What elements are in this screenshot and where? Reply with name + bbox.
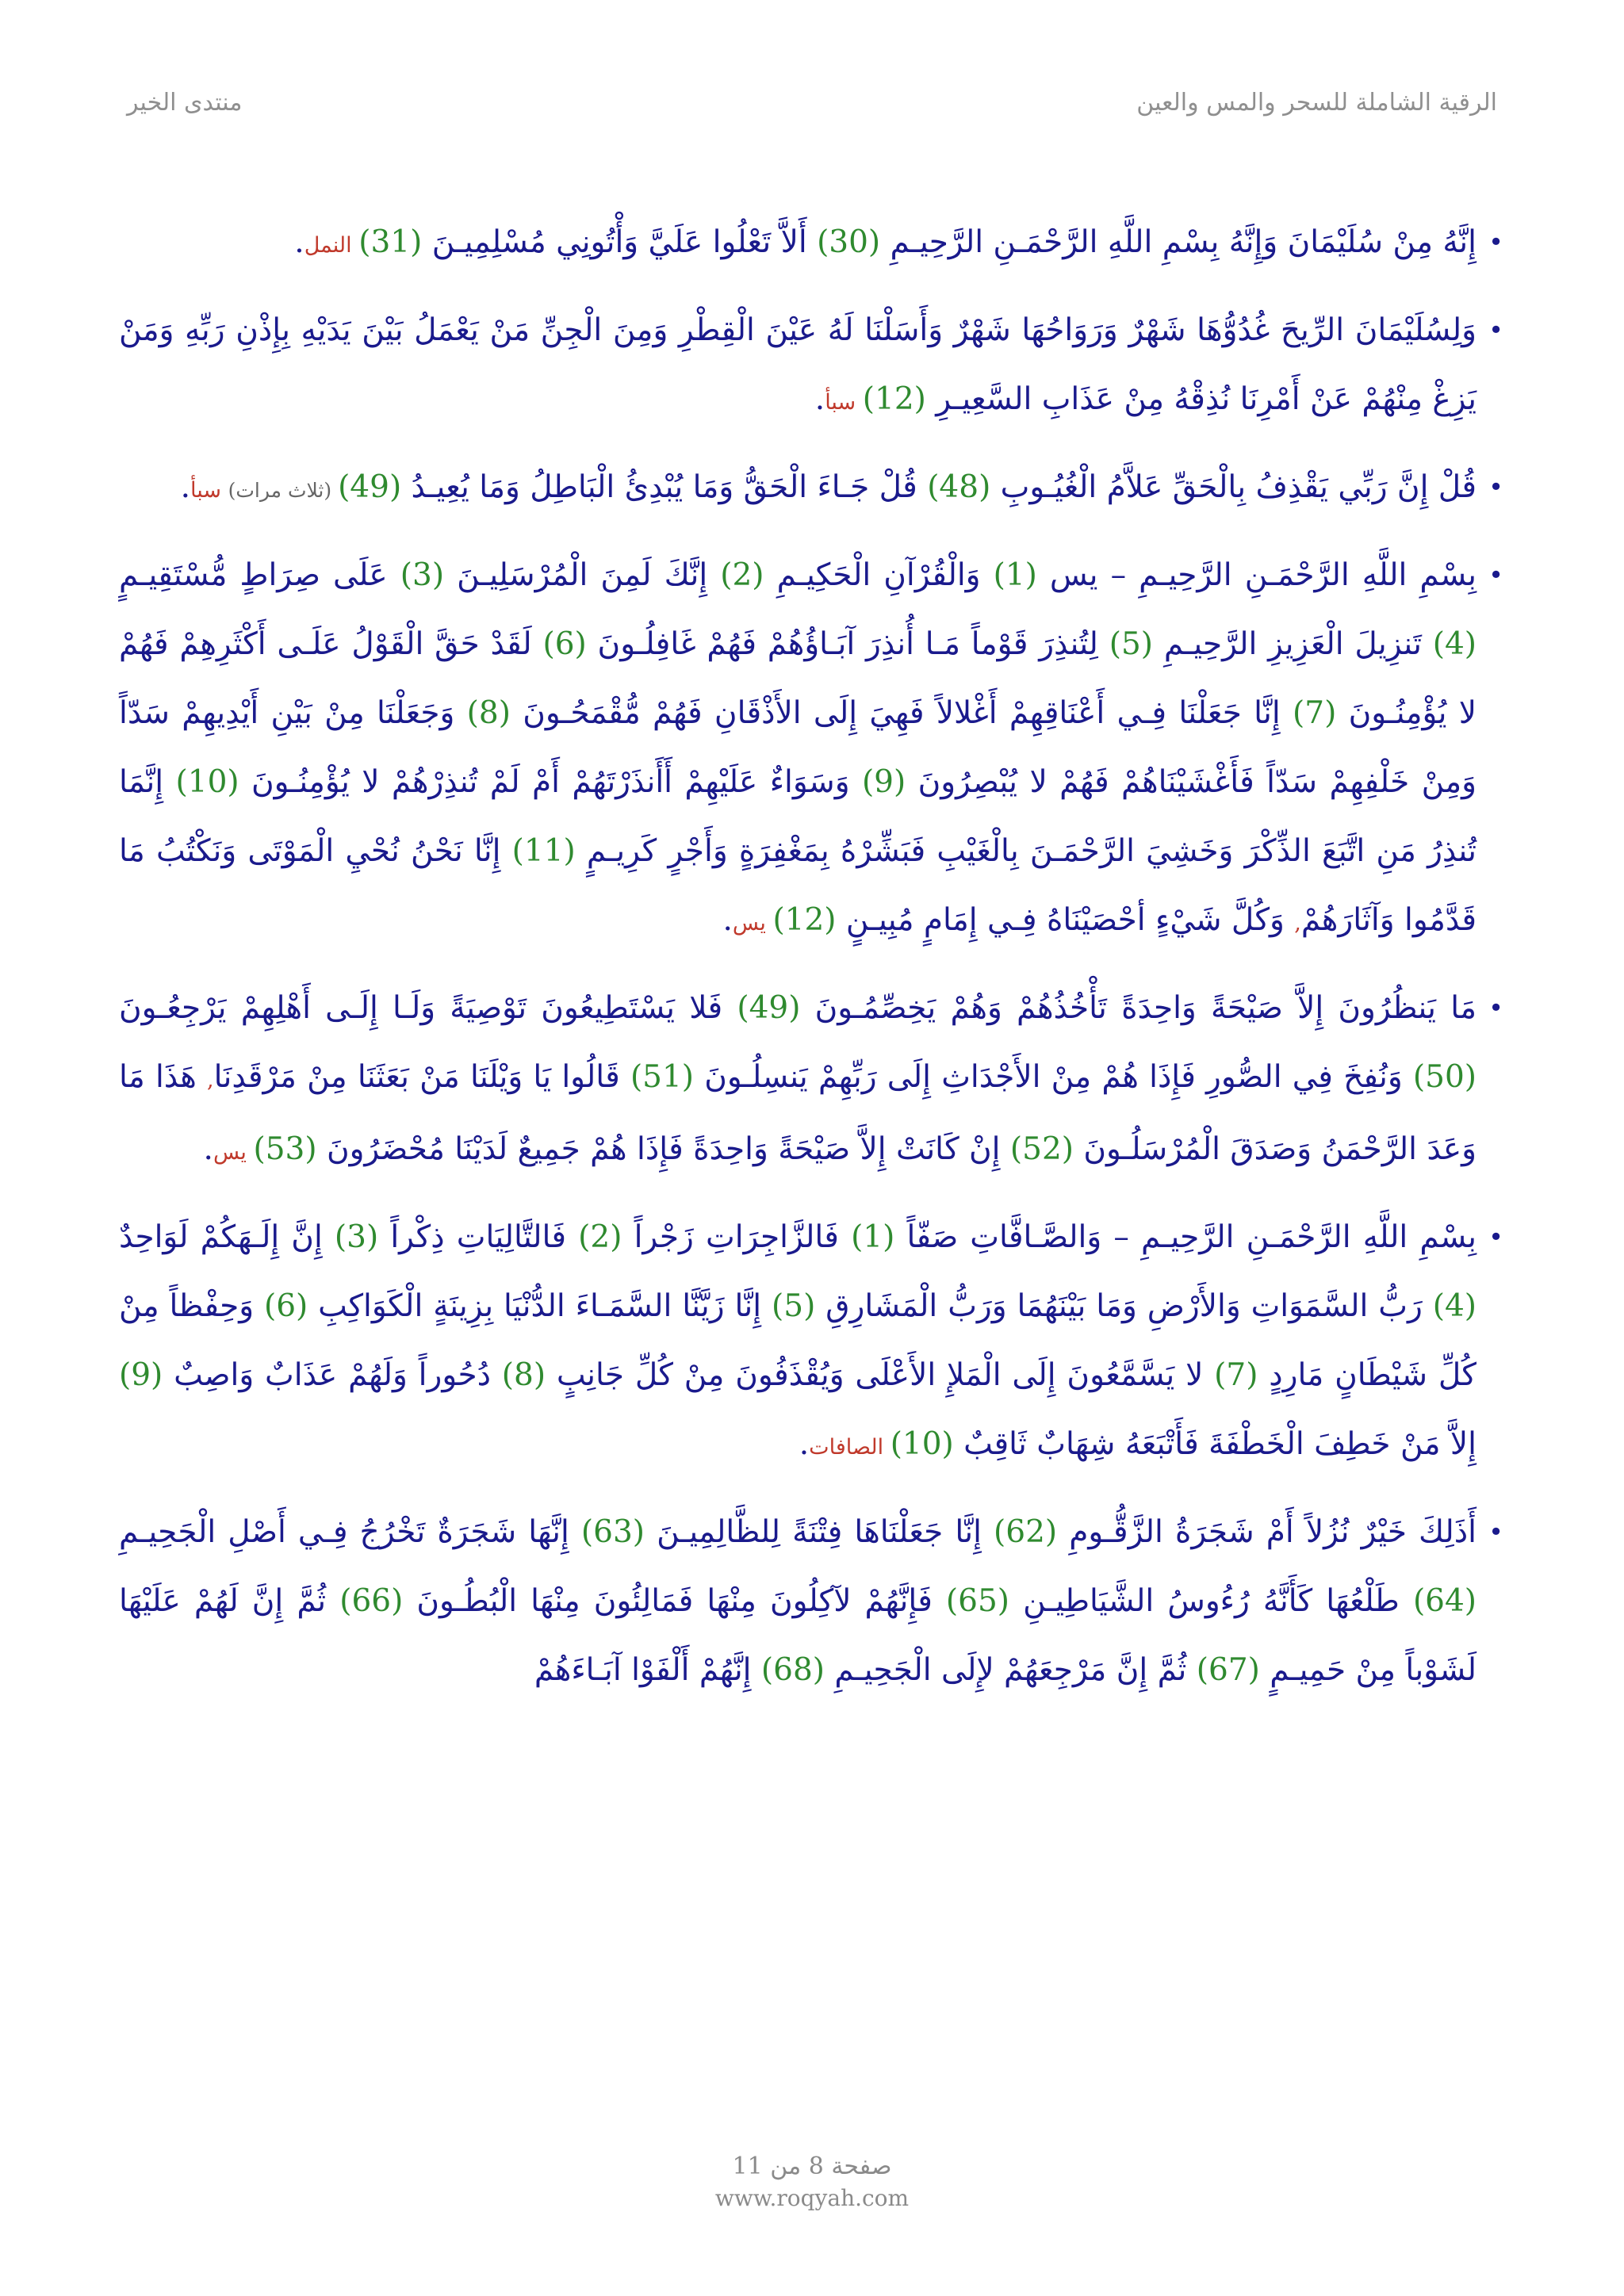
- verse-text: قَالُوا يَا وَيْلَنَا مَنْ بَعَثَنَا مِنْ مَرْقَدِنَا: [213, 1059, 630, 1095]
- verse-text: إِنَّا زَيَّنَّا السَّمَـاءَ الدُّنْيَا بِزِينَةٍ الْكَوَاكِبِ: [308, 1288, 772, 1324]
- bullet-icon: •: [1488, 472, 1503, 502]
- verse-text: ثُمَّ إِنَّ مَرْجِعَهُمْ لإِلَى الْجَحِيـمِ: [825, 1652, 1197, 1688]
- surah-name: ,: [207, 1068, 214, 1093]
- punctuation: .: [814, 381, 825, 417]
- verse-number: (65): [945, 1583, 1009, 1619]
- verse-number: (1): [993, 557, 1037, 593]
- surah-name: سبأ: [825, 390, 863, 415]
- verse-number: (64): [1412, 1583, 1477, 1619]
- verse-number: (62): [994, 1514, 1058, 1550]
- verse-number: (2): [578, 1219, 622, 1255]
- verse-text: قُلْ جَـاءَ الْحَقُّ وَمَا يُبْدِئُ الْبَاطِلُ وَمَا يُعِيـدُ: [401, 469, 928, 505]
- verse-text: إِنَّا نَحْنُ نُحْيِ الْمَوْتَى وَنَكْتُبُ مَا قَدَّمُوا وَآثَارَهُمْ: [119, 833, 1477, 938]
- page-footer: [0, 2151, 1624, 2214]
- verse-number: (66): [339, 1583, 404, 1619]
- page-number: صفحة 8 من 11: [732, 2152, 892, 2180]
- verse-text: بِسْمِ اللَّهِ الرَّحْمَـنِ الرَّحِيـمِ – يس: [1036, 557, 1477, 593]
- verse-text: لا يَسَّمَّعُونَ إِلَى الْمَلإِ الأَعْلَى وَيُقْذَفُونَ مِنْ كُلِّ جَانِبٍ: [546, 1357, 1215, 1393]
- verse-text: وَنُفِخَ فِي الصُّورِ فَإِذَا هُمْ مِنْ الأَجْدَاثِ إِلَى رَبِّهِمْ يَنسِلُـونَ: [694, 1059, 1413, 1095]
- verse-number: (4): [1432, 626, 1477, 662]
- verse-text: إِنَّهُ مِنْ سُلَيْمَانَ وَإِنَّهُ بِسْمِ اللَّهِ الرَّحْمَـنِ الرَّحِيـمِ: [880, 224, 1477, 260]
- surah-name: يس: [213, 1140, 254, 1165]
- verse-number: (63): [580, 1514, 645, 1550]
- bullet-icon: •: [1488, 227, 1503, 257]
- verse-number: (3): [334, 1219, 379, 1255]
- verse-number: (7): [1214, 1357, 1258, 1393]
- document-title: الرقية الشاملة للسحر والمس والعين: [1136, 89, 1497, 117]
- verse-number: (52): [1009, 1131, 1074, 1167]
- verse-text: إِنَّا جَعَلْنَا فِـي أَعْنَاقِهِمْ أَغْلالاً فَهِيَ إِلَى الأَذْقَانِ فَهُمْ مُّقْمَحُـونَ: [510, 695, 1293, 731]
- verse-text: إِنَّهُمْ أَلْفَوْا آبَـاءَهُمْ: [534, 1652, 761, 1688]
- bullet-icon: •: [1488, 560, 1503, 590]
- verse-text: وَكُلَّ شَيْءٍ أحْصَيْنَاهُ فِـي إِمَامٍ مُبِيـنٍ: [836, 902, 1295, 938]
- verse-number: (48): [927, 469, 991, 505]
- surah-name: النمل: [304, 233, 359, 258]
- verse-number: (10): [175, 764, 239, 800]
- verse-text: بِسْمِ اللَّهِ الرَّحْمَـنِ الرَّحِيـمِ – وَالصَّـافَّاتِ صَفّاً: [894, 1219, 1477, 1255]
- verse-number: (2): [720, 557, 764, 593]
- punctuation: .: [722, 902, 733, 938]
- verse-number: (5): [1109, 626, 1154, 662]
- verse-number: (12): [772, 902, 837, 938]
- verse-text: وَلِسُلَيْمَانَ الرِّيحَ غُدُوُّهَا شَهْرٌ وَرَوَاحُهَا شَهْرٌ وَأَسَلْنَا لَهُ عَيْنَ الْقِطْرِ وَمِنَ الْجِنِّ مَنْ يَعْمَلُ بَيْنَ يَدَيْهِ بِإِذْنِ رَبِّهِ وَمَنْ يَزِغْ مِنْهُمْ عَنْ أَمْرِنَا نُذِقْهُ مِنْ عَذَابِ السَّعِيـرِ: [119, 312, 1477, 417]
- verse-paragraph: [119, 453, 1503, 525]
- website-url: www.roqyah.com: [714, 2185, 910, 2211]
- surah-name: سبأ: [190, 478, 228, 503]
- verse-text: دُحُوراً وَلَهُمْ عَذَابٌ وَاصِبٌ: [163, 1357, 502, 1393]
- verse-number: (5): [772, 1288, 816, 1324]
- verse-paragraph: [119, 296, 1503, 437]
- verse-text: فَالزَّاجِرَاتِ زَجْراً: [622, 1219, 852, 1255]
- verse-text: فَالتَّالِيَاتِ ذِكْراً: [378, 1219, 579, 1255]
- bullet-icon: •: [1488, 1517, 1503, 1547]
- verse-text: رَبُّ السَّمَوَاتِ وَالأَرْضِ وَمَا بَيْنَهُمَا وَرَبُّ الْمَشَارِقِ: [815, 1288, 1433, 1324]
- verse-text: وَجَعَلْنَا مِنْ بَيْنِ أَيْدِيهِمْ سَدّاً وَمِنْ خَلْفِهِمْ سَدّاً فَأَغْشَيْنَاهُمْ فَهُمْ لا يُبْصِرُونَ: [119, 695, 1477, 800]
- verse-paragraph: [119, 974, 1503, 1187]
- verse-text: وَالْقُرْآنِ الْحَكِيـمِ: [764, 557, 994, 593]
- verse-number: (49): [338, 469, 402, 505]
- verse-text: فَإِنَّهُمْ لآكِلُونَ مِنْهَا فَمَالِئُونَ مِنْهَا الْبُطُـونَ: [403, 1583, 946, 1619]
- verse-paragraph: [119, 1203, 1503, 1482]
- surah-name: ,: [1294, 911, 1301, 936]
- verse-text: عَلَى صِرَاطٍ مُّسْتَقِيـمٍ: [119, 557, 400, 593]
- verse-text: إِنْ كَانَتْ إِلاَّ صَيْحَةً وَاحِدَةً فَإِذَا هُمْ جَمِيعٌ لَدَيْنَا مُحْضَرُونَ: [316, 1131, 1010, 1167]
- verse-number: (11): [511, 833, 576, 869]
- verse-text: ثُمَّ إِنَّ لَهُمْ عَلَيْهَا لَشَوْباً مِنْ حَمِيـمٍ: [119, 1583, 1477, 1688]
- verse-text: إِنَّهَا شَجَرَةٌ تَخْرُجُ فِـي أَصْلِ الْجَحِيـمِ: [119, 1514, 581, 1550]
- verse-paragraph: [119, 208, 1503, 280]
- verse-number: (31): [358, 224, 423, 260]
- bullet-icon: •: [1488, 315, 1503, 345]
- verse-text: وَحِفْظاً مِنْ كُلِّ شَيْطَانٍ مَارِدٍ: [119, 1288, 1477, 1393]
- verse-number: (50): [1412, 1059, 1477, 1095]
- bullet-icon: •: [1488, 1222, 1503, 1252]
- verse-text: إِنَّ إِلَـهَكُمْ لَوَاحِدٌ: [119, 1219, 335, 1255]
- verse-number: (6): [542, 626, 587, 662]
- punctuation: .: [180, 469, 190, 505]
- verse-number: (8): [501, 1357, 546, 1393]
- punctuation: .: [294, 224, 304, 260]
- verse-text: إِلاَّ مَنْ خَطِفَ الْخَطْفَةَ فَأَتْبَعَهُ شِهَابٌ ثَاقِبٌ: [953, 1426, 1477, 1462]
- verse-paragraph: [119, 541, 1503, 958]
- verse-text: أَلاَّ تَعْلُوا عَلَيَّ وَأْتُونِي مُسْلِمِيـنَ: [422, 224, 818, 260]
- verse-number: (9): [119, 1357, 163, 1393]
- verse-number: (53): [253, 1131, 317, 1167]
- repeat-note: (ثلاث مرات): [228, 479, 339, 502]
- verse-number: (10): [890, 1426, 954, 1462]
- surah-name: يس: [732, 911, 773, 936]
- punctuation: .: [203, 1131, 213, 1167]
- surah-name: الصافات: [809, 1435, 891, 1460]
- verse-number: (30): [817, 224, 881, 260]
- verse-text: قُلْ إِنَّ رَبِّي يَقْذِفُ بِالْحَقِّ عَلاَّمُ الْغُيُـوبِ: [990, 469, 1477, 505]
- verse-number: (67): [1196, 1652, 1260, 1688]
- verse-number: (8): [466, 695, 511, 731]
- page-header: [127, 89, 1497, 136]
- verse-number: (1): [851, 1219, 895, 1255]
- verse-number: (68): [760, 1652, 825, 1688]
- verse-text: وَسَوَاءٌ عَلَيْهِمْ أَأَنذَرْتَهُمْ أَمْ لَمْ تُنذِرْهُمْ لا يُؤْمِنُـونَ: [239, 764, 862, 800]
- verse-text: إِنَّكَ لَمِنَ الْمُرْسَلِيـنَ: [444, 557, 721, 593]
- verse-number: (12): [862, 381, 926, 417]
- bullet-icon: •: [1488, 993, 1503, 1023]
- verse-number: (49): [737, 990, 801, 1026]
- forum-name: منتدى الخير: [127, 89, 243, 117]
- verse-number: (3): [400, 557, 445, 593]
- verse-paragraph: [119, 1498, 1503, 1705]
- verses-list: [119, 208, 1503, 1720]
- verse-text: فَلا يَسْتَطِيعُونَ تَوْصِيَةً وَلَـا إِلَـى أَهْلِهِمْ يَرْجِعُـونَ: [119, 990, 737, 1026]
- verse-text: طَلْعُهَا كَأَنَّهُ رُءُوسُ الشَّيَاطِيـنِ: [1009, 1583, 1413, 1619]
- verse-number: (4): [1432, 1288, 1477, 1324]
- verse-text: أَذَلِكَ خَيْرٌ نُزُلاً أَمْ شَجَرَةُ الزَّقُّـومِ: [1057, 1514, 1477, 1550]
- verse-number: (7): [1293, 695, 1337, 731]
- punctuation: .: [799, 1426, 810, 1462]
- verse-text: لِتُنذِرَ قَوْماً مَـا أُنذِرَ آبَـاؤُهُمْ فَهُمْ غَافِلُـونَ: [586, 626, 1109, 662]
- verse-number: (9): [861, 764, 906, 800]
- verse-number: (6): [263, 1288, 308, 1324]
- verse-text: لَقَدْ حَقَّ الْقَوْلُ عَلَـى أَكْثَرِهِمْ فَهُمْ لا يُؤْمِنُـونَ: [119, 626, 1477, 731]
- verse-text: هَذَا مَا وَعَدَ الرَّحْمَنُ وَصَدَقَ الْمُرْسَلُـونَ: [119, 1059, 1477, 1167]
- verse-text: إِنَّا جَعَلْنَاهَا فِتْنَةً لِلظَّالِمِيـنَ: [644, 1514, 994, 1550]
- verse-text: تَنزِيلَ الْعَزِيزِ الرَّحِيـمِ: [1153, 626, 1433, 662]
- verse-text: إِنَّمَا تُنذِرُ مَنِ اتَّبَعَ الذِّكْرَ وَخَشِيَ الرَّحْمَـنَ بِالْغَيْبِ فَبَشِّرْهُ بِمَغْفِرَةٍ وَأَجْرٍ كَرِيـمٍ: [119, 764, 1477, 869]
- verse-text: مَا يَنظُرُونَ إِلاَّ صَيْحَةً وَاحِدَةً تَأْخُذُهُمْ وَهُمْ يَخِصِّمُـونَ: [800, 990, 1477, 1026]
- verse-number: (51): [630, 1059, 695, 1095]
